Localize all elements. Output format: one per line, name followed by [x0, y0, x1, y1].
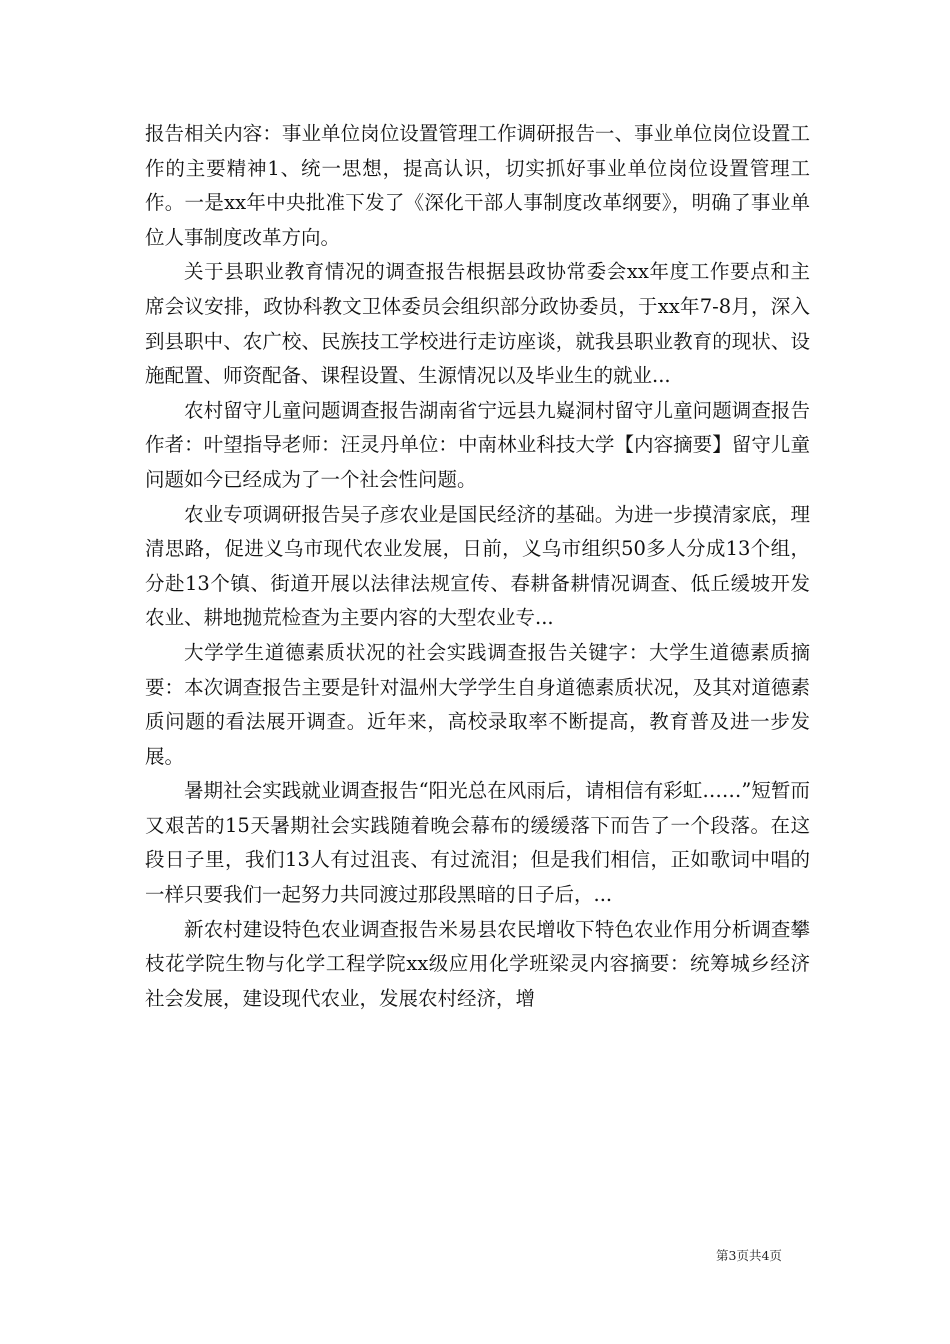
paragraph-summer-practice-report: 暑期社会实践就业调查报告“阳光总在风雨后，请相信有彩虹……”短暂而又艰苦的15天暑期社会实践随着晚会幕布的缓缓落下而告了一个段落。在这段日子里，我们13人有过沮丧、有过流泪；但是我们相信，正如歌词中唱的一样只要我们一起努力共同渡过那段黑暗的日子后，... [145, 779, 810, 907]
paragraph-left-behind-children-report: 农村留守儿童问题调查报告湖南省宁远县九嶷洞村留守儿童问题调查报告作者：叶望指导老师：汪灵丹单位：中南林业科技大学【内容摘要】留守儿童问题如今已经成为了一个社会性问题。 [145, 398, 810, 491]
document-body [145, 117, 810, 1016]
paragraph-specialty-agriculture-report: 新农村建设特色农业调查报告米易县农民增收下特色农业作用分析调查攀枝花学院生物与化学工程学院xx级应用化学班梁灵内容摘要：统筹城乡经济社会发展，建设现代农业，发展农村经济，增 [145, 917, 810, 1010]
paragraph-agriculture-research-report: 农业专项调研报告吴子彦农业是国民经济的基础。为进一步摸清家底，理清思路，促进义乌市现代农业发展，日前，义乌市组织50多人分成13个组，分赴13个镇、街道开展以法律法规宣传、春耕备耕情况调查、低丘缓坡开发农业、耕地抛荒检查为主要内容的大型农业专... [145, 502, 810, 630]
paragraph-student-morality-report: 大学学生道德素质状况的社会实践调查报告关键字：大学生道德素质摘要：本次调查报告主要是针对温州大学学生自身道德素质状况，及其对道德素质问题的看法展开调查。近年来，高校录取率不断提高，教育普及进一步发展。 [145, 640, 810, 768]
paragraph-vocational-education-report: 关于县职业教育情况的调查报告根据县政协常委会xx年度工作要点和主席会议安排，政协科教文卫体委员会组织部分政协委员，于xx年7-8月，深入到县职中、农广校、民族技工学校进行走访座谈，就我县职业教育的现状、设施配置、师资配备、课程设置、生源情况以及毕业生的就业... [145, 260, 810, 388]
paragraph-job-setup-report: 报告相关内容：事业单位岗位设置管理工作调研报告一、事业单位岗位设置工作的主要精神1、统一思想，提高认识，切实抓好事业单位岗位设置管理工作。一是xx年中央批准下发了《深化干部人事制度改革纲要》，明确了事业单位人事制度改革方向。 [145, 122, 810, 249]
page-number-footer: 第3页共4页 [716, 1248, 782, 1263]
